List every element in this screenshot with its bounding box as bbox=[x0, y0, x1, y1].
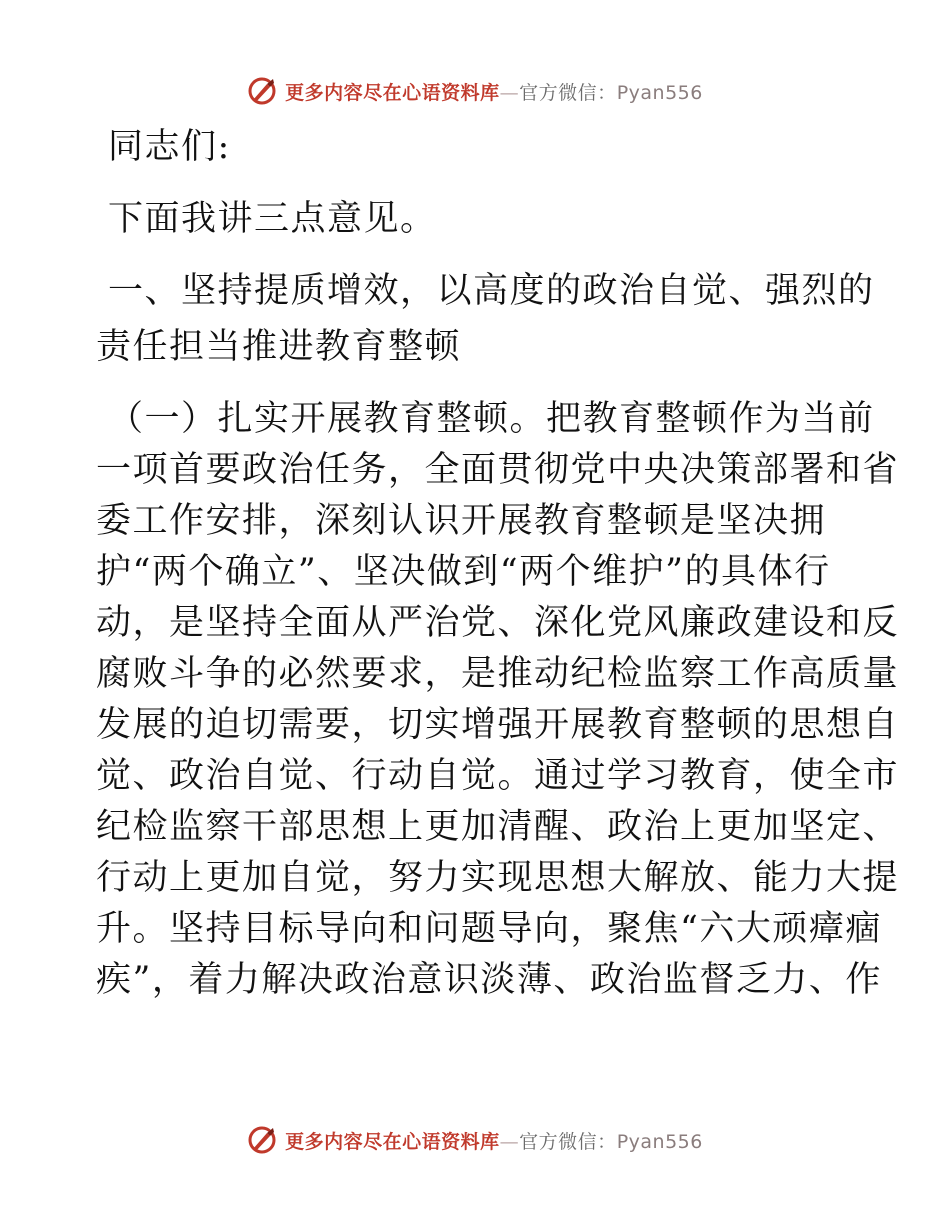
banner-dash: — bbox=[499, 81, 520, 104]
paragraph-line: 一项首要政治任务，全面贯彻党中央决策部署和省 bbox=[96, 450, 900, 490]
header-banner bbox=[0, 71, 950, 111]
banner-dash: — bbox=[499, 1130, 520, 1153]
paragraph-line: （一）扎实开展教育整顿。把教育整顿作为当前 bbox=[108, 399, 875, 439]
banner-brand: 更多内容尽在心语资料库 bbox=[285, 1130, 500, 1153]
paragraph-line: 护“两个确立”、坚决做到“两个维护”的具体行 bbox=[96, 552, 831, 592]
quill-pen-logo-icon bbox=[247, 76, 277, 106]
section-heading-line-2: 责任担当推进教育整顿 bbox=[96, 327, 462, 367]
paragraph-line: 动，是坚持全面从严治党、深化党风廉政建设和反 bbox=[96, 603, 900, 643]
banner-caption bbox=[285, 78, 703, 105]
paragraph-line: 升。坚持目标导向和问题导向，聚焦“六大顽瘴痼 bbox=[96, 909, 882, 949]
paragraph-line: 行动上更加自觉，努力实现思想大解放、能力大提 bbox=[96, 858, 900, 898]
paragraph-line: 发展的迫切需要，切实增强开展教育整顿的思想自 bbox=[96, 705, 900, 745]
banner-wechat-id: Pyan556 bbox=[616, 81, 703, 104]
paragraph-line: 委工作安排，深刻认识开展教育整顿是坚决拥 bbox=[96, 501, 827, 541]
intro-text: 下面我讲三点意见。 bbox=[108, 199, 437, 239]
document-body bbox=[96, 125, 900, 1006]
banner-wechat-id: Pyan556 bbox=[616, 1130, 703, 1153]
salutation: 同志们: bbox=[108, 127, 231, 167]
paragraph-line: 疾”，着力解决政治意识淡薄、政治监督乏力、作 bbox=[96, 960, 882, 1000]
section-heading-line-1: 一、坚持提质增效，以高度的政治自觉、强烈的 bbox=[108, 271, 875, 311]
paragraph-line: 腐败斗争的必然要求，是推动纪检监察工作高质量 bbox=[96, 654, 900, 694]
banner-caption bbox=[285, 1127, 703, 1154]
footer-banner bbox=[0, 1120, 950, 1160]
paragraph bbox=[96, 394, 900, 1006]
banner-official: 官方微信： bbox=[519, 1130, 617, 1153]
banner-brand: 更多内容尽在心语资料库 bbox=[285, 81, 500, 104]
paragraph-line: 觉、政治自觉、行动自觉。通过学习教育，使全市 bbox=[96, 756, 900, 796]
banner-official: 官方微信： bbox=[519, 81, 617, 104]
quill-pen-logo-icon bbox=[247, 1125, 277, 1155]
paragraph-line: 纪检监察干部思想上更加清醒、政治上更加坚定、 bbox=[96, 807, 900, 847]
